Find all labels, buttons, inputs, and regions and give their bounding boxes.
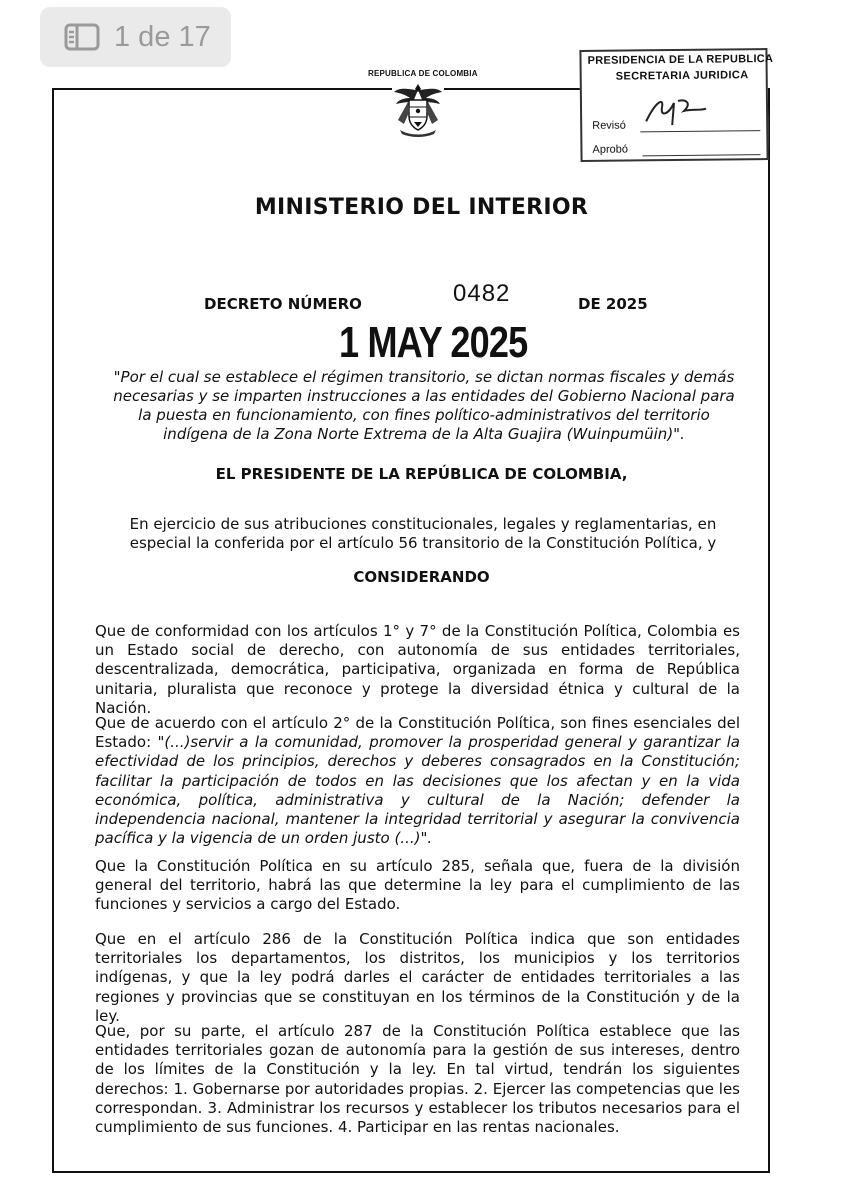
republica-label: REPUBLICA DE COLOMBIA — [368, 69, 478, 78]
stamp-title: PRESIDENCIA DE LA REPUBLICA — [587, 52, 774, 67]
considerando-paragraph-1: Que de conformidad con los artículos 1° y 7° de la Constitución Política, Colombia es un Estado social de derecho, con autonomía de sus entidades territoriales, descentralizada, democrática, participativa, organizada en forma de República unitaria, pluralista que reconoce y protege la diversidad étnica y cultural de la Nación. — [95, 622, 740, 717]
considerando-paragraph-4: Que en el artículo 286 de la Constitución Política indica que son entidades territoriales los departamentos, los distritos, los municipios y los territorios indígenas, y que la ley podrá darles el carácter de entidades territoriales a las regiones y provincias que se constituyan en los términos de la Constitución y de la ley. — [95, 930, 740, 1025]
reviso-signature-icon — [642, 91, 712, 132]
paragraph-2-intro: Que de acuerdo con el artículo 2° de la Constitución Política, son fines esenciales del Estado: — [95, 714, 740, 752]
decreto-year: DE 2025 — [578, 295, 648, 313]
stamp-reviso-label: Revisó — [592, 119, 626, 132]
decreto-label: DECRETO NÚMERO — [204, 295, 362, 313]
decreto-numero: 0482 — [453, 280, 511, 307]
decreto-fecha-stamp: 1 MAY 2025 — [339, 318, 528, 367]
presidente-heading: EL PRESIDENTE DE LA REPÚBLICA DE COLOMBIA, — [215, 465, 628, 483]
considerando-heading: CONSIDERANDO — [353, 568, 490, 586]
page-indicator-label: 1 de 17 — [114, 20, 211, 53]
ministerio-title: MINISTERIO DEL INTERIOR — [254, 195, 589, 220]
considerando-paragraph-5: Que, por su parte, el artículo 287 de la Constitución Política establece que las entidades territoriales gozan de autonomía para la gestión de sus intereses, dentro de los límites de la Constitución y la ley. En tal virtud, tendrán los siguientes derechos: 1. Gobernarse por autoridades propias. 2. Ejercer las competencias que les correspondan. 3. Administrar los recursos y establecer los tributos necesarios para el cumplimiento de sus funciones. 4. Participar en las rentas nacionales. — [95, 1022, 740, 1137]
colombia-coat-of-arms-icon — [392, 80, 444, 138]
page-indicator[interactable] — [40, 7, 231, 67]
ejercicio-paragraph: En ejercicio de sus atribuciones constitucionales, legales y reglamentarias, en especial la conferida por el artículo 56 transitorio de la Constitución Política, y — [129, 515, 717, 552]
decreto-epigrafe: "Por el cual se establece el régimen transitorio, se dictan normas fiscales y demás necesarias y se imparten instrucciones a las entidades del Gobierno Nacional para la puesta en funcionamiento, con fines político-administrativos del territorio indígena de la Zona Norte Extrema de la Alta Guajira (Wuinpumüin)". — [113, 368, 735, 443]
stamp-aprobo-label: Aprobó — [592, 143, 629, 156]
aprobo-line — [643, 154, 761, 156]
considerando-paragraph-2 — [95, 714, 740, 848]
stamp-subtitle: SECRETARIA JURIDICA — [615, 69, 749, 83]
paragraph-2-quote: "(...)servir a la comunidad, promover la prosperidad general y garantizar la efectividad de los principios, derechos y deberes consagrados en la Constitución; facilitar la participación de todos en las decisiones que los afectan y en la vida económica, política, administrativa y cultural de la Nación; defender la independencia nacional, mantener la integridad territorial y asegurar la convivencia pacífica y la vigencia de un orden justo (...)". — [95, 733, 740, 848]
presidencia-stamp — [579, 48, 774, 162]
sidebar-panel-icon — [64, 23, 100, 51]
considerando-paragraph-3: Que la Constitución Política en su artículo 285, señala que, fuera de la división general del territorio, habrá las que determine la ley para el cumplimiento de las funciones y servicios a cargo del Estado. — [95, 857, 740, 914]
